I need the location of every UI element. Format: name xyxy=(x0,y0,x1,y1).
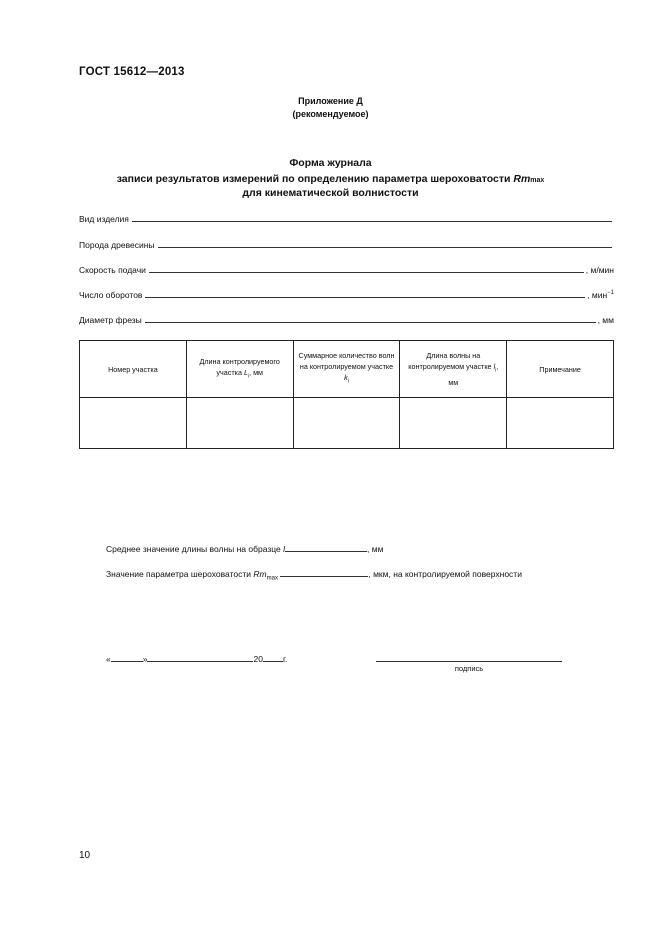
date-open-quote: « xyxy=(106,654,111,664)
field-label: Порода древесины xyxy=(79,240,155,250)
field-unit: , м/мин xyxy=(585,265,614,275)
field-label: Скорость подачи xyxy=(79,265,146,275)
form-subtitle-param: Rm xyxy=(513,173,531,185)
field-blank-line xyxy=(145,296,585,298)
col-header-symbol: L xyxy=(243,367,248,377)
field-unit: , мм xyxy=(597,315,614,325)
col-header-wavelength xyxy=(400,341,507,398)
date-month-blank xyxy=(147,652,253,662)
field-label: Вид изделия xyxy=(79,214,129,224)
col-header-text: Номер участка xyxy=(108,364,158,374)
col-header-subscript: i xyxy=(247,373,250,380)
col-header-wave-count xyxy=(293,341,400,398)
date-year-blank xyxy=(263,652,283,662)
roughness-param-label: Значение параметра шероховатости xyxy=(106,569,252,579)
mean-wavelength-blank xyxy=(285,542,367,552)
field-unit-text: , мин xyxy=(587,290,608,300)
table-cell[interactable] xyxy=(507,398,614,449)
col-header-section-length xyxy=(186,341,293,398)
signature-caption: подпись xyxy=(454,664,484,673)
col-header-note xyxy=(507,341,614,398)
field-product-type xyxy=(79,210,614,224)
field-wood-species xyxy=(79,236,614,250)
date-line xyxy=(106,652,287,664)
field-unit xyxy=(587,290,614,300)
mean-wavelength-symbol: l xyxy=(283,544,286,554)
form-subtitle-text: записи результатов измерений по определению параметра шероховатости xyxy=(116,173,511,185)
table-cell[interactable] xyxy=(293,398,400,449)
appendix-title: Приложение Д xyxy=(298,96,363,106)
col-header-section-number xyxy=(80,341,187,398)
table-cell[interactable] xyxy=(186,398,293,449)
roughness-param-sub: max xyxy=(266,575,278,582)
page-number: 10 xyxy=(79,850,91,861)
table-header-row xyxy=(80,341,614,398)
table-row xyxy=(80,398,614,449)
field-feed-rate xyxy=(79,261,614,275)
signature-line xyxy=(376,660,562,662)
field-blank-line xyxy=(145,321,596,323)
field-blank-line xyxy=(158,246,612,248)
roughness-param-line xyxy=(106,567,522,582)
field-unit-exponent: −1 xyxy=(607,290,614,297)
date-close-quote: » xyxy=(142,654,148,664)
field-label: Число оборотов xyxy=(79,290,143,300)
mean-wavelength-unit: , мм xyxy=(367,544,384,554)
form-title: Форма журнала xyxy=(289,157,372,169)
form-subtitle-line3: для кинематической волнистости xyxy=(242,187,419,199)
col-header-text: Суммарное количество волн на контролируемом участке xyxy=(298,351,395,372)
col-header-symbol: k xyxy=(344,373,348,383)
mean-wavelength-line xyxy=(106,542,383,554)
roughness-param-blank xyxy=(280,567,368,577)
journal-table xyxy=(79,340,614,449)
roughness-param-unit: , мкм, на контролируемой поверхности xyxy=(368,569,522,579)
date-year-suffix: г. xyxy=(282,654,288,664)
col-header-symbol: l xyxy=(493,362,496,372)
appendix-status: (рекомендуемое) xyxy=(292,109,369,119)
field-blank-line xyxy=(132,220,612,222)
field-blank-line xyxy=(149,271,584,273)
mean-wavelength-label: Среднее значение длины волны на образце xyxy=(106,544,281,554)
col-header-subscript: i xyxy=(347,378,349,385)
form-subtitle xyxy=(0,173,661,185)
col-header-subscript: i xyxy=(495,367,497,374)
col-header-unit: , мм xyxy=(249,367,263,377)
field-label: Диаметр фрезы xyxy=(79,315,142,325)
date-day-blank xyxy=(111,652,143,662)
col-header-text: Примечание xyxy=(539,364,581,374)
table-cell[interactable] xyxy=(400,398,507,449)
document-header: ГОСТ 15612—2013 xyxy=(79,66,185,78)
date-year-prefix: 20 xyxy=(253,654,263,664)
col-header-text: Длина волны на контролируемом участке xyxy=(408,351,494,372)
table-cell[interactable] xyxy=(80,398,187,449)
form-subtitle-param-sub: max xyxy=(530,177,545,184)
col-header-text: Длина контролируемого участка xyxy=(199,356,280,377)
col-header-unit: , мм xyxy=(448,362,499,387)
field-cutter-diameter xyxy=(79,311,614,325)
field-rotation-speed xyxy=(79,286,614,300)
roughness-param-symbol: Rm xyxy=(253,569,267,579)
